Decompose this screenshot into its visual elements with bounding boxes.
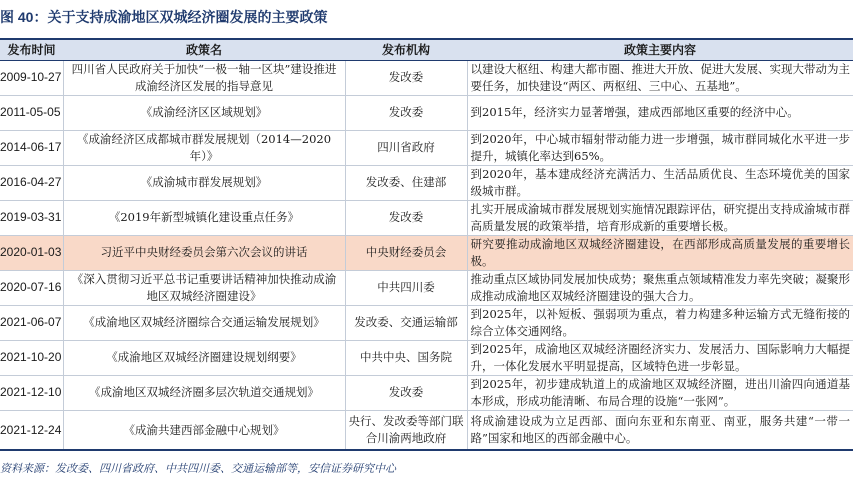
cell-content: 推动重点区域协同发展加快成势；聚焦重点领域精准发力率先突破；凝聚形成推动成渝地区双城经济圈建设的强大合力。 [467, 270, 853, 305]
cell-policy-name: 《成渝地区双城经济圈建设规划纲要》 [63, 340, 345, 375]
cell-issuer: 中央财经委员会 [345, 235, 467, 270]
cell-content: 到2025年，成渝地区双城经济圈经济实力、发展活力、国际影响力大幅提升，一体化发展水平明显提高，区域特色进一步彰显。 [467, 340, 853, 375]
table-header-row [0, 39, 853, 60]
table-row [0, 165, 853, 200]
cell-issuer: 发改委 [345, 200, 467, 235]
cell-content: 到2015年，经济实力显著增强，建成西部地区重要的经济中心。 [467, 95, 853, 130]
cell-issuer: 央行、发改委等部门联合川渝两地政府 [345, 410, 467, 450]
cell-policy-name: 《成渝地区双城经济圈综合交通运输发展规划》 [63, 305, 345, 340]
cell-issuer: 发改委、交通运输部 [345, 305, 467, 340]
figure-title [0, 0, 327, 34]
cell-issuer: 中共中央、国务院 [345, 340, 467, 375]
table-row [0, 200, 853, 235]
cell-date: 2016-04-27 [0, 165, 63, 200]
cell-content: 以建设大枢纽、构建大都市圈、推进大开放、促进大发展、实现大带动为主要任务，加快建设“两区、两枢纽、三中心、五基地”。 [467, 60, 853, 95]
cell-policy-name: 四川省人民政府关于加快“一极一轴一区块”建设推进成渝经济区发展的指导意见 [63, 60, 345, 95]
cell-policy-name: 《深入贯彻习近平总书记重要讲话精神加快推动成渝地区双城经济圈建设》 [63, 270, 345, 305]
header-issuer: 发布机构 [345, 39, 467, 60]
cell-date: 2011-05-05 [0, 95, 63, 130]
cell-content: 到2020年，中心城市辐射带动能力进一步增强，城市群同城化水平进一步提升，城镇化率达到65%。 [467, 130, 853, 165]
cell-date: 2021-10-20 [0, 340, 63, 375]
cell-content: 研究要推动成渝地区双城经济圈建设，在西部形成高质量发展的重要增长极。 [467, 235, 853, 270]
header-policy-name: 政策名 [63, 39, 345, 60]
cell-date: 2020-01-03 [0, 235, 63, 270]
table-row [0, 270, 853, 305]
table-row [0, 130, 853, 165]
cell-issuer: 中共四川委 [345, 270, 467, 305]
table-row [0, 95, 853, 130]
cell-issuer: 发改委、住建部 [345, 165, 467, 200]
figure-label: 图 40 [0, 9, 34, 25]
cell-content: 到2020年，基本建成经济充满活力、生活品质优良、生态环境优美的国家级城市群。 [467, 165, 853, 200]
table-row [0, 340, 853, 375]
cell-policy-name: 《成渝地区双城经济圈多层次轨道交通规划》 [63, 375, 345, 410]
table-row [0, 305, 853, 340]
cell-date: 2020-07-16 [0, 270, 63, 305]
table-row [0, 410, 853, 450]
cell-content: 将成渝建设成为立足西部、面向东亚和东南亚、南亚，服务共建“一带一路”国家和地区的西部金融中心。 [467, 410, 853, 450]
cell-date: 2019-03-31 [0, 200, 63, 235]
cell-issuer: 发改委 [345, 95, 467, 130]
cell-issuer: 发改委 [345, 60, 467, 95]
cell-date: 2009-10-27 [0, 60, 63, 95]
table-row-highlighted [0, 235, 853, 270]
table-row [0, 60, 853, 95]
source-note: 资料来源：发改委、四川省政府、中共四川委、交通运输部等，安信证券研究中心 [0, 462, 396, 475]
cell-content: 扎实开展成渝城市群发展规划实施情况跟踪评估，研究提出支持成渝城市群高质量发展的政策举措，培育形成新的重要增长极。 [467, 200, 853, 235]
cell-policy-name: 《成渝城市群发展规划》 [63, 165, 345, 200]
cell-content: 到2025年，初步建成轨道上的成渝地区双城经济圈，进出川渝四向通道基本形成，形成功能清晰、布局合理的设施“一张网”。 [467, 375, 853, 410]
cell-date: 2021-12-10 [0, 375, 63, 410]
policy-table [0, 38, 853, 451]
cell-date: 2021-06-07 [0, 305, 63, 340]
header-date: 发布时间 [0, 39, 63, 60]
figure-title-separator: ： [33, 10, 48, 26]
cell-date: 2014-06-17 [0, 130, 63, 165]
table-row [0, 375, 853, 410]
cell-policy-name: 《2019年新型城镇化建设重点任务》 [63, 200, 345, 235]
header-content: 政策主要内容 [467, 39, 853, 60]
figure-title-text: 关于支持成渝地区双城经济圈发展的主要政策 [47, 10, 328, 26]
cell-issuer: 发改委 [345, 375, 467, 410]
cell-policy-name: 《成渝经济区成都城市群发展规划（2014—2020年）》 [63, 130, 345, 165]
cell-issuer: 四川省政府 [345, 130, 467, 165]
cell-policy-name: 《成渝共建西部金融中心规划》 [63, 410, 345, 450]
cell-policy-name: 《成渝经济区区域规划》 [63, 95, 345, 130]
cell-policy-name: 习近平中央财经委员会第六次会议的讲话 [63, 235, 345, 270]
cell-date: 2021-12-24 [0, 410, 63, 450]
cell-content: 到2025年，以补短板、强弱项为重点，着力构建多种运输方式无缝衔接的综合立体交通网络。 [467, 305, 853, 340]
